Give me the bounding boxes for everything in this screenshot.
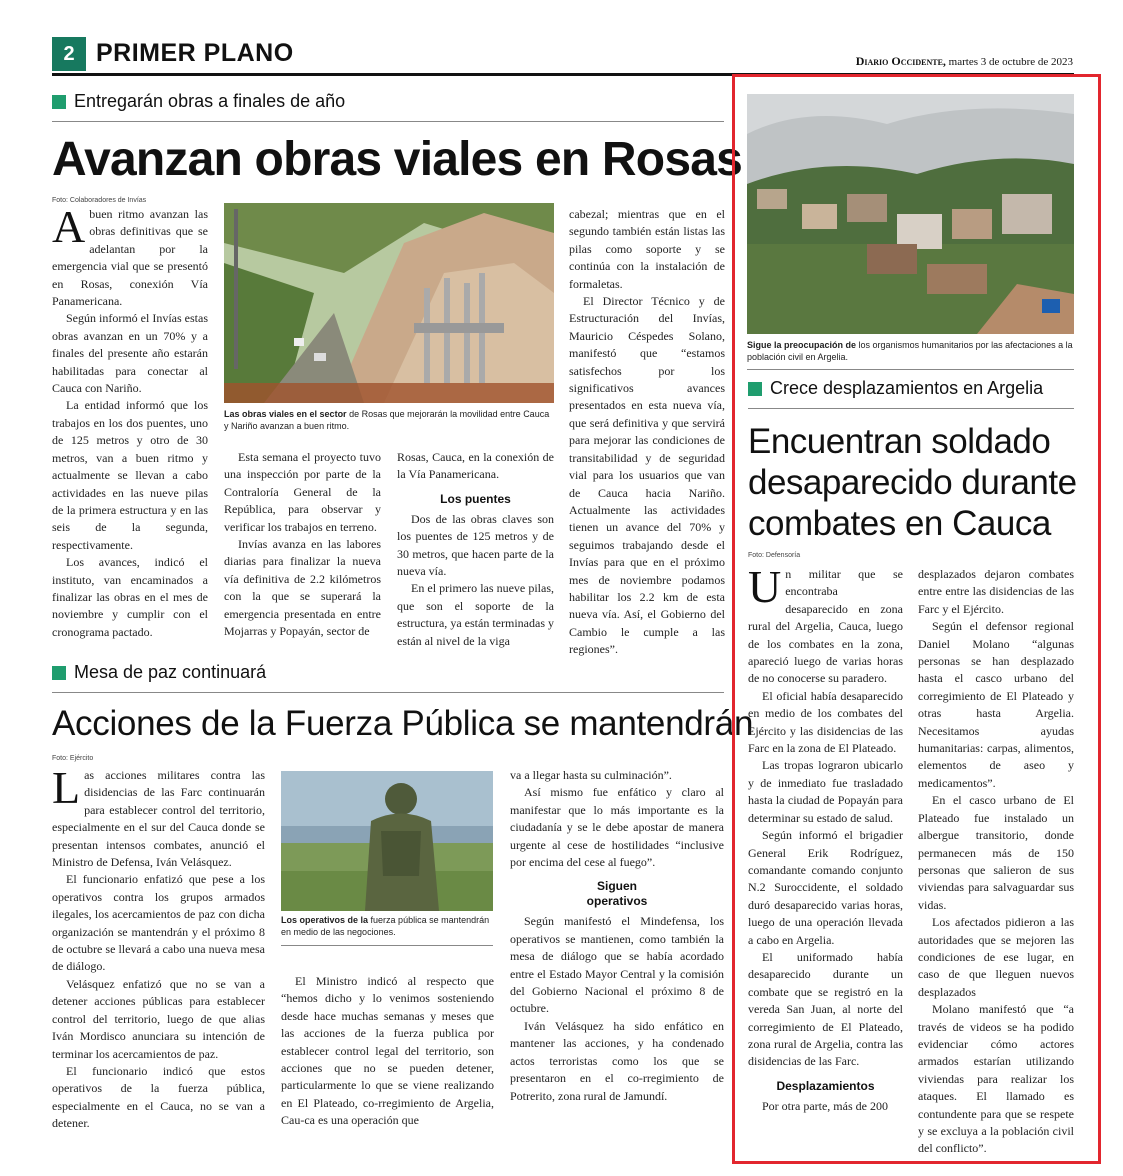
paragraph: Según informó el Invías estas obras avanzan en un 70% y a finales del presente año estarán habilitadas para conectar al Cauca con Nariño. [52, 311, 208, 396]
article3-column-1 [748, 561, 903, 1131]
bridge-construction-image [224, 203, 554, 403]
paragraph: Según manifestó el Mindefensa, los operativos se mantienen, como también la mesa de diálogo que se había acordado entre el Estado Mayor Central y la comisión del Gobierno Nacional el próximo 8 de octubre. [510, 914, 724, 1016]
kicker-rule [52, 692, 724, 693]
paragraph: En el primero las nueve pilas, que son el soporte de la estructura, ya están terminadas y están al nivel de la viga [397, 581, 554, 648]
soldier-image [281, 771, 493, 911]
paragraph: cabezal; mientras que en el segundo también están listas las pilas como soporte y se continúa con la instalación de formaletas. [569, 207, 725, 291]
article3-headline: Encuentran soldado desaparecido durante combates en Cauca [748, 422, 1077, 543]
paragraph: La entidad informó que los trabajos en los dos puentes, uno de 125 metros y otro de 30 metros, van a buen ritmo y actualmente se llevan a cabo actividades en las nueve pilas de la primera estructura y en las seis de la segunda, respectivamente. [52, 398, 208, 552]
paragraph: El funcionario indicó que estos operativos de la fuerza pública, especialmente en el Cauca, no se van a detener. [52, 1063, 265, 1131]
paragraph: n militar que se encontraba desaparecido en zona rural del Argelia, Cauca, luego de los combates en la zona, apareció luego de varias horas de no conocerse su paradero. [748, 567, 903, 686]
argelia-photo [747, 94, 1074, 334]
photo-credit: Foto: Ejército [52, 755, 94, 762]
drop-cap: A [52, 201, 86, 252]
paragraph: El funcionario enfatizó que pese a los operativos contra los grupos armados ilegales, los acercamientos de paz con dicha organización se mantendrán y el próximo 8 de octubre se llevará a cabo una nueva mesa de diálogo. [52, 872, 265, 974]
article1-column-1 [52, 201, 208, 656]
photo-credit: Foto: Defensoría [748, 552, 801, 559]
kicker-text: Entregarán obras a finales de año [74, 91, 346, 111]
caption-bold: Los operativos de la [281, 915, 369, 925]
paragraph: Los afectados pidieron a las autoridades que se mejoren las condiciones de ese lugar, en caso de que lleguen nuevos desplazados [918, 915, 1074, 999]
paragraph: desplazados dejaron combates entre entre las disidencias de las Farc y el Ejército. [918, 567, 1074, 616]
article1-column-2 [224, 449, 381, 649]
article2-photo-caption [281, 914, 493, 938]
caption-text: fuerza pública se mantendrán en medio de las negociones. [281, 915, 490, 937]
article1-column-3 [397, 449, 554, 649]
caption-rule [747, 369, 1074, 370]
paragraph: En el casco urbano de El Plateado fue instalado un albergue transitorio, donde permanecen más de 150 personas que salieron de sus viviendas para salvaguardar sus vidas. [918, 793, 1074, 912]
paragraph: El Ministro indicó al respecto que “hemos dicho y lo venimos sosteniendo desde hace muchas semanas y meses que las acciones de la fuerza publica por establecer control legal del territorio, son acciones que no se pueden detener, particularmente lo que se viene realizando en El Plateado, co-rregimiento de Argelia, Cau-ca es una operación que [281, 974, 494, 1128]
kicker-square-icon [52, 95, 66, 109]
caption-rule [281, 945, 493, 946]
paragraph: as acciones militares contra las disidencias de las Farc continuarán para establecer control del territorio, especialmente en el sur del Cauca donde se presentan intensos combates, anunció el Ministro de Defensa, Iván Velásquez. [52, 768, 265, 870]
caption-bold: Las obras viales en el sector [224, 409, 347, 419]
paragraph: Los avances, indicó el instituto, van encaminados a finalizar las obras en el mes de noviembre y cumplir con el cronograma pactado. [52, 555, 208, 639]
paragraph: Dos de las obras claves son los puentes de 125 metros y de 30 metros, que hacen parte de la nueva vía. [397, 511, 554, 579]
newspaper-name: Diario Occidente, [855, 54, 946, 68]
paragraph: El Director Técnico y de Estructuración del Invías, Mauricio Céspedes Solano, manifestó que “estamos satisfechos por los significativos avances presentados en esta nueva vía, que será definitiva y que servirá para mejorar las condiciones de transitabilidad y de seguridad vial para los usuarios que van de Cauca hacia Nariño. Actualmente las actividades tienen un avance del 70% y seguimos trabajando desde el Invías para que en el próximo mes de noviembre podamos habilitar los 2.2 km de esta nueva vía. Así, el Gobierno del Cambio le cumple a las regiones”. [569, 294, 725, 657]
paragraph: Invías avanza en las labores diarias para finalizar la nueva vía definitiva de 2.2 kilómetros con la que se superará la emergencia presentada en entre Mojarras y Popayán, sector de [224, 537, 381, 639]
paragraph: buen ritmo avanzan las obras definitivas que se adelantan por la emergencia vial que se presentó en Rosas, conexión Vía Panamericana. [52, 207, 208, 309]
article2-headline: Acciones de la Fuerza Pública se mantendrán [52, 704, 754, 743]
caption-text: los organismos humanitarios por las afectaciones a la población civil en Argelia. [747, 340, 1073, 362]
issue-date: martes 3 de octubre de 2023 [948, 56, 1073, 68]
article1-photo-caption [224, 408, 554, 432]
kicker-square-icon [748, 382, 762, 396]
paragraph: Según informó el brigadier General Erik Rodríguez, comandante comando conjunto N.2 Suroccidente, el soldado duró desaparecido varias horas, luego de una operación llevada a cabo en Argelia. [748, 828, 903, 947]
construction-photo [224, 203, 554, 403]
kicker-text: Mesa de paz continuará [74, 662, 267, 682]
paragraph: Según el defensor regional Daniel Molano “algunas personas se han desplazado hasta el casco urbano del corregimiento de El Plateado y otras hasta Argelia. Necesitamos ayudas humanitarias: carpas, alimentos, elementos de aseo y medicamentos”. [918, 619, 1074, 790]
subheading: Desplazamientos [776, 1078, 875, 1093]
article2-column-2 [281, 973, 494, 1128]
paragraph: El uniformado había desaparecido durante un combate que se registró en la vereda San Juan, al norte del corregimiento de El Plateado, zona rural de Argelia, contra las disidencias de las Farc. [748, 949, 903, 1069]
dateline [856, 54, 1073, 69]
drop-cap: L [52, 762, 81, 813]
article2-column-1 [52, 762, 265, 1131]
article1-headline: Avanzan obras viales en Rosas [52, 133, 743, 186]
article2-column-3 [510, 767, 724, 1127]
paragraph: va a llegar hasta su culminación”. [510, 768, 672, 782]
article3-photo-caption [747, 339, 1074, 363]
section-title: PRIMER PLANO [96, 39, 294, 67]
caption-text: de Rosas que mejorarán la movilidad entre Cauca y Nariño avanzan a buen ritmo. [224, 409, 550, 431]
kicker-rule [52, 121, 724, 122]
paragraph: Molano manifestó que “a través de videos se ha podido evidenciar cómo actores armados estarían utilizando viviendas para realizar los ataques. El llamado es contundente para que se respete y se excluya a la población civil del conflicto”. [918, 1002, 1074, 1156]
paragraph: Iván Velásquez ha sido enfático en mantener las acciones, y ha condenado actos terroristas como los que se presentaron en el co-rregimiento de Potrerito, zona rural de Jamundí. [510, 1018, 724, 1103]
caption-bold: Sigue la preocupación de [747, 340, 857, 350]
paragraph: Velásquez enfatizó que no se van a detener acciones públicas para establecer control del territorio, luego de que alias Iván Mordisco anunciara su intención de terminar los acercamientos de paz. [52, 976, 265, 1061]
subheading: Los puentes [440, 491, 511, 506]
kicker-text: Crece desplazamientos en Argelia [770, 378, 1044, 398]
article1-kicker [52, 91, 345, 112]
page-number: 2 [52, 37, 86, 71]
paragraph: Por otra parte, más de 200 [762, 1098, 888, 1113]
subheading: Siguen operativos [586, 879, 648, 909]
paragraph: Esta semana el proyecto tuvo una inspección por parte de la Contraloría General de la República, para observar y verificar los trabajos en terreno. [224, 450, 381, 534]
village-image [747, 94, 1074, 334]
kicker-rule [748, 408, 1074, 409]
article3-column-2 [918, 566, 1074, 1156]
drop-cap: U [748, 561, 782, 612]
paragraph: Así mismo fue enfático y claro al manifestar que lo más importante es la ciudadanía y se le debe apostar de manera urgente al cese de hostilidades “inclusive por encima del cese al fuego”. [510, 785, 724, 870]
kicker-square-icon [52, 666, 66, 680]
paragraph: Las tropas lograron ubicarlo y de inmediato fue trasladado hasta la ciudad de Popayán para determinar su estado de salud. [748, 758, 903, 825]
article3-kicker [748, 378, 1043, 399]
paragraph: Rosas, Cauca, en la conexión de la Vía Panamericana. [397, 450, 554, 482]
paragraph: El oficial había desaparecido en medio de los combates del Ejército y las disidencias de las Farc en la zona de El Plateado. [748, 688, 903, 756]
soldier-photo [281, 771, 493, 911]
photo-credit: Foto: Colaboradores de Invías [52, 197, 147, 204]
article1-column-4 [569, 206, 725, 657]
article2-kicker [52, 662, 266, 683]
